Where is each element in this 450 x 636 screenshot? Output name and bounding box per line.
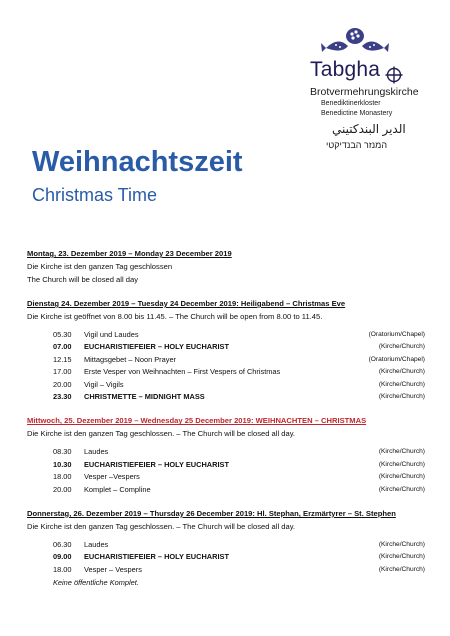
service-name: Mittagsgebet – Noon Prayer [84, 354, 177, 364]
service-row [27, 484, 427, 496]
service-time: 06.30 [53, 539, 72, 549]
service-name: CHRISTMETTE – MIDNIGHT MASS [84, 391, 205, 401]
loaves-and-fishes-icon [320, 26, 390, 58]
logo-name: Tabgha [310, 58, 381, 81]
service-row [27, 539, 427, 551]
page-subtitle: Christmas Time [32, 185, 158, 205]
no-compline-note [27, 576, 427, 589]
service-time: 23.30 [53, 391, 72, 401]
service-time: 20.00 [53, 379, 72, 389]
day-note: The Church will be closed all day [27, 275, 139, 284]
service-name: Laudes [84, 447, 109, 457]
logo-line-2: Benedictine Monastery [321, 110, 393, 117]
service-time: 12.15 [53, 354, 72, 364]
logo-arabic: الدير البندكتيني [332, 122, 406, 136]
service-time: 09.00 [53, 552, 72, 562]
service-row [27, 354, 427, 366]
service-name: Komplet – Compline [84, 484, 151, 494]
day-heading: Montag, 23. Dezember 2019 – Monday 23 December 2019 [27, 249, 232, 258]
day-section [27, 508, 427, 589]
service-time: 07.00 [53, 342, 72, 352]
service-row [27, 341, 427, 353]
day-section [27, 415, 427, 496]
service-row [27, 446, 427, 458]
service-time: 05.30 [53, 330, 72, 339]
service-time: 08.30 [53, 447, 72, 457]
service-name: EUCHARISTIEFEIER – HOLY EUCHARIST [84, 552, 229, 562]
service-name: EUCHARISTIEFEIER – HOLY EUCHARIST [84, 342, 229, 352]
service-time: 18.00 [53, 472, 72, 482]
service-time: 17.00 [53, 367, 72, 377]
logo-hebrew: המנזר הבנדיקטי [326, 140, 388, 150]
service-place: (Oratorium/Chapel) [368, 331, 425, 338]
service-time: 10.30 [53, 459, 72, 469]
day-heading: Mittwoch, 25. Dezember 2019 – Wednesday 25 December 2019: WEIHNACHTEN – CHRISTMAS [27, 416, 367, 426]
service-list [27, 329, 427, 403]
service-row [27, 379, 427, 391]
service-name: Erste Vesper von Weihnachten – First Vespers of Christmas [84, 367, 281, 377]
service-place: (Kirche/Church) [378, 485, 425, 493]
schedule [27, 248, 427, 601]
service-row [27, 366, 427, 378]
service-place: (Kirche/Church) [378, 460, 425, 468]
service-place: (Kirche/Church) [378, 368, 425, 376]
service-place: (Kirche/Church) [378, 380, 425, 388]
extra-note-text: Keine öffentliche Komplet. [53, 578, 139, 588]
service-place: (Kirche/Church) [378, 448, 425, 456]
day-heading: Dienstag 24. Dezember 2019 – Tuesday 24 December 2019: Heiligabend – Christmas Eve [27, 299, 346, 308]
service-name: Vesper –Vespers [84, 472, 140, 482]
service-place: (Kirche/Church) [378, 343, 425, 351]
service-time: 18.00 [53, 564, 72, 574]
cross-circle-icon [385, 66, 403, 84]
service-list [27, 446, 427, 496]
service-name: EUCHARISTIEFEIER – HOLY EUCHARIST [84, 459, 229, 469]
service-place: (Kirche/Church) [378, 473, 425, 481]
day-heading: Donnerstag, 26. Dezember 2019 – Thursday 26 December 2019: Hl. Stephan, Erzmärtyrer – St. Stephen [27, 508, 396, 518]
service-row [27, 459, 427, 471]
service-place: (Oratorium/Chapel) [368, 355, 425, 363]
service-place: (Kirche/Church) [378, 565, 425, 573]
tabgha-logo [300, 26, 432, 156]
day-note: Die Kirche ist den ganzen Tag geschlossen. – The Church will be closed all day. [27, 429, 296, 439]
page-title: Weihnachtszeit [32, 146, 243, 178]
service-place: (Kirche/Church) [378, 540, 425, 548]
service-place: (Kirche/Church) [378, 392, 425, 400]
service-time: 20.00 [53, 484, 72, 494]
service-row [27, 551, 427, 563]
day-note: Die Kirche ist den ganzen Tag geschlossen. – The Church will be closed all day. [27, 521, 296, 531]
service-place: (Kirche/Church) [378, 553, 425, 561]
day-section [27, 298, 427, 403]
logo-church: Brotvermehrungskirche [310, 86, 419, 98]
service-name: Vesper – Vespers [84, 564, 142, 574]
day-note: Die Kirche ist geöffnet von 8.00 bis 11.45. – The Church will be open from 8.00 to 11.45. [27, 312, 323, 321]
service-name: Vigil und Laudes [84, 330, 139, 339]
service-list [27, 539, 427, 589]
day-section [27, 248, 427, 286]
service-row [27, 391, 427, 403]
service-name: Vigil – Vigils [84, 379, 124, 389]
service-row [27, 471, 427, 483]
service-name: Laudes [84, 539, 109, 549]
logo-line-1: Benediktinerkloster [321, 100, 381, 107]
service-row [27, 329, 427, 341]
day-note: Die Kirche ist den ganzen Tag geschlossen [27, 262, 173, 271]
service-row [27, 564, 427, 576]
